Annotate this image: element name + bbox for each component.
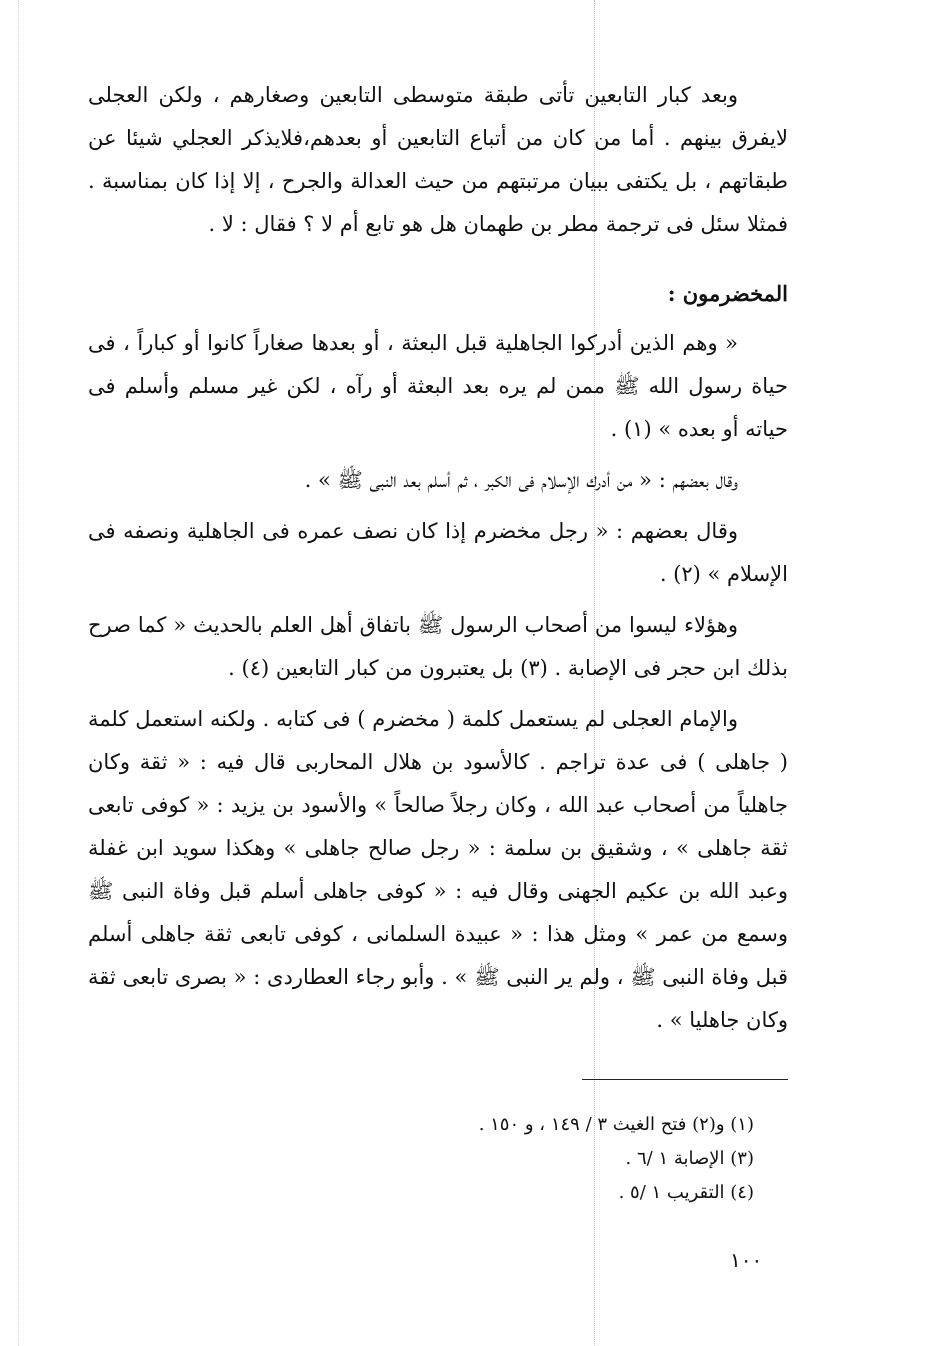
page-number: ١٠٠ — [730, 1248, 763, 1272]
footnote-separator — [582, 1079, 788, 1080]
intro-section — [88, 74, 788, 246]
quote-paragraph: وقال بعضهم : « من أدرك الإسلام فى الكبر ، ثم أسلم بعد النبى ﷺ » . — [304, 468, 738, 492]
footnote-item: (٣) الإصابة ١ /٦ . — [625, 1148, 754, 1169]
definition-paragraph: « وهم الذين أدركوا الجاهلية قبل البعثة ، أو بعدها صغاراً كانوا أو كباراً ، فى حياة رسول الله ﷺ ممن لم يره بعد البعثة أو رآه ، لكن غير مسلم وأسلم فى حياته أو بعده » (١) . — [88, 331, 788, 441]
footnote-item: (٤) التقريب ١ /٥ . — [618, 1182, 754, 1203]
section-heading: المخضرمون : — [667, 281, 788, 306]
footnotes — [354, 1108, 754, 1210]
status-paragraph: وهؤلاء ليسوا من أصحاب الرسول ﷺ باتفاق أهل العلم بالحديث « كما صرح بذلك ابن حجر فى الإصابة . (٣) بل يعتبرون من كبار التابعين (٤) . — [88, 613, 788, 680]
intro-paragraph: وبعد كبار التابعين تأتى طبقة متوسطى التابعين وصغارهم ، ولكن العجلى لايفرق بينهم . أما من كان من أتباع التابعين أو بعدهم،فلايذكر العجلي شيئا عن طبقاتهم ، بل يكتفى ببيان مرتبتهم من حيث العدالة والجرح ، إلا إذا كان بمناسبة . فمثلا سئل فى ترجمة مطر بن طهمان هل هو تابع أم لا ؟ فقال : لا . — [88, 83, 788, 236]
footnote-item: (١) و(٢) فتح الغيث ٣ / ١٤٩ ، و ١٥٠ . — [478, 1114, 754, 1135]
scan-artifact-line — [18, 0, 19, 1346]
examples-paragraph: والإمام العجلى لم يستعمل كلمة ( مخضرم ) فى كتابه . ولكنه استعمل كلمة ( جاهلى ) فى عدة تراجم . كالأسود بن هلال المحاربى قال فيه : « ثقة وكان جاهلياً من أصحاب عبد الله ، وكان رجلاً صالحاً » والأسود بن يزيد : « كوفى تابعى ثقة جاهلى » ، وشقيق بن سلمة : « رجل صالح جاهلى » وهكذا سويد ابن غفلة وعبد الله بن عكيم الجهنى وقال فيه : « كوفى جاهلى أسلم قبل وفاة النبى ﷺ وسمع من عمر » ومثل هذا : « عبيدة السلمانى ، كوفى تابعى ثقة جاهلى أسلم قبل وفاة النبى ﷺ ، ولم ير النبى ﷺ » . وأبو رجاء العطاردى : « بصرى تابعى ثقة وكان جاهليا » . — [88, 707, 788, 1032]
main-section — [88, 322, 788, 1042]
quote-paragraph: وقال بعضهم : « رجل مخضرم إذا كان نصف عمره فى الجاهلية ونصفه فى الإسلام » (٢) . — [88, 519, 788, 586]
